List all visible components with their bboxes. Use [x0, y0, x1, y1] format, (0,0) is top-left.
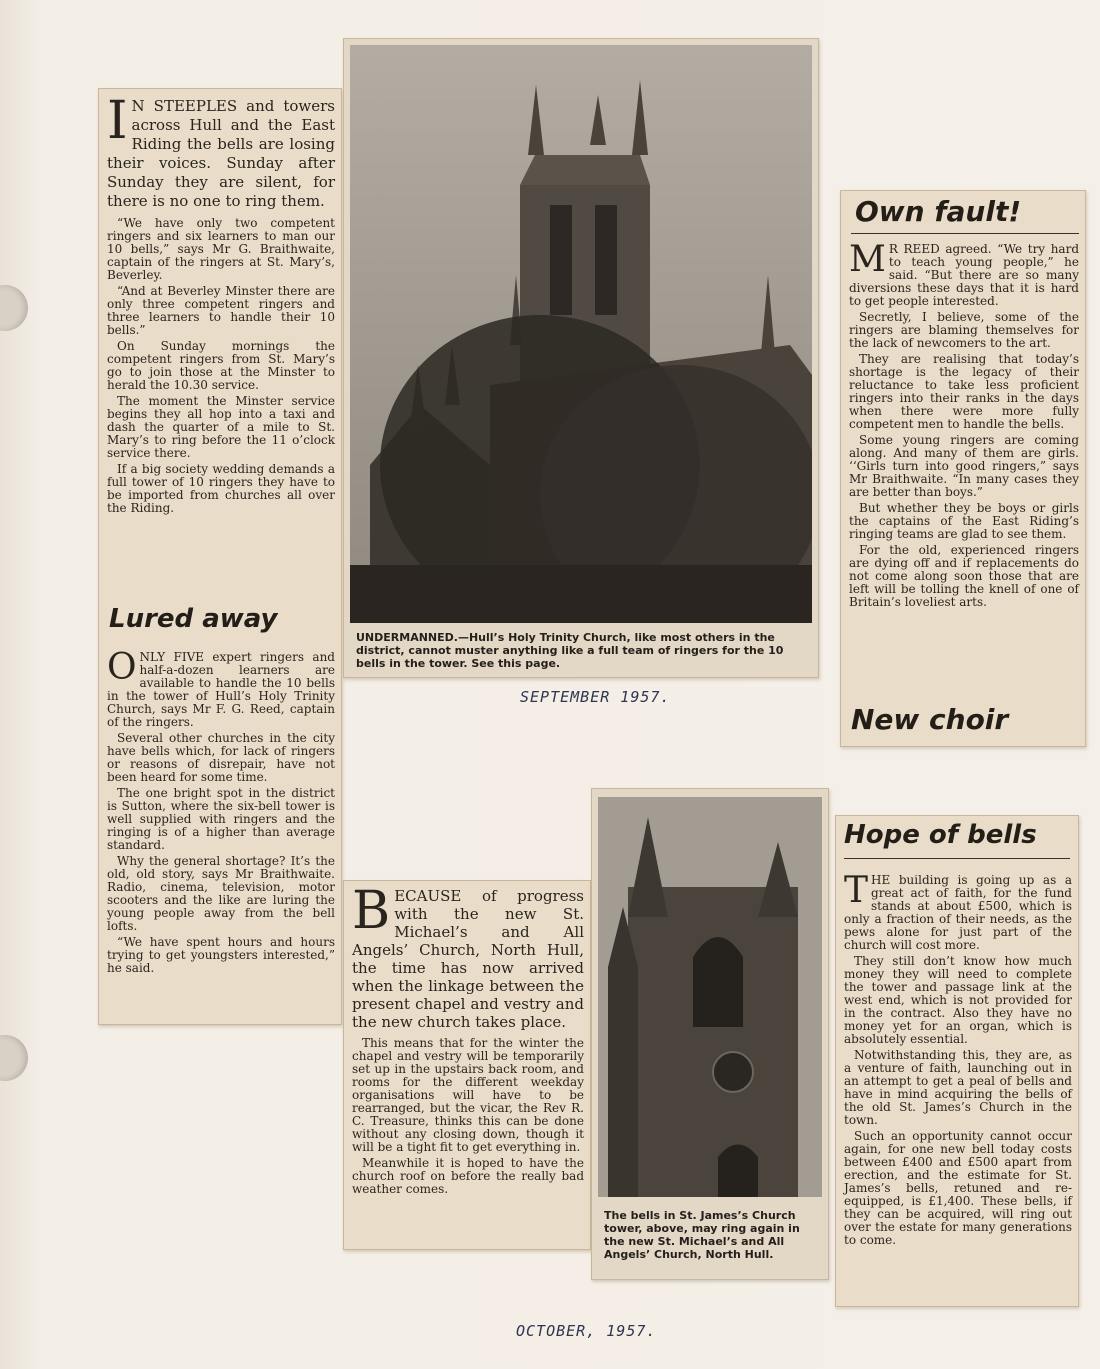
- lead-paragraph: T HE building is going up as a great act of faith, for the fund stands at about £500, which is only a fraction of their needs, as the pews alone for just part of the church will cost more.: [844, 870, 1072, 952]
- paragraph: If a big society wedding demands a full tower of 10 ringers they have to be imported from churches all over the Riding.: [107, 462, 335, 515]
- holy-trinity-photo: [350, 45, 812, 623]
- paragraph: Several other churches in the city have bells which, for lack of ringers or reasons of disrepair, have not been heard for some time.: [107, 731, 335, 784]
- paragraph: The moment the Minster service begins they all hop into a taxi and dash the quarter of a mile to St. Mary’s to ring before the 11 o’clock service there.: [107, 394, 335, 460]
- rule: [844, 858, 1070, 859]
- paragraph: On Sunday mornings the competent ringers from St. Mary’s go to join those at the Minster to herald the 10.30 service.: [107, 339, 335, 392]
- lead-paragraph: B ECAUSE of progress with the new St. Michael’s and All Angels’ Church, North Hull, the time has now arrived when the linkage between the present chapel and vestry and the new church takes place.: [352, 881, 584, 1031]
- paragraph: Some young ringers are coming along. And many of them are girls. ‘‘Girls turn into good ringers,” says Mr Braithwaite. “In many cases they are better than boys.”: [849, 433, 1079, 499]
- paragraph: This means that for the winter the chapel and vestry will be temporarily set up in the upstairs back room, and rooms for the different weekday organisations will have to be rearranged, but the vicar, the Rev R. C. Treasure, thinks this can be done without any closing down, though it will be a tight fit to get everything in.: [352, 1036, 584, 1154]
- paragraph: But whether they be boys or girls the captains of the East Riding’s ringing teams are glad to see them.: [849, 501, 1079, 541]
- clipping-hope-of-bells: [835, 815, 1079, 1307]
- paragraph: Meanwhile it is hoped to have the church roof on before the really bad weather comes.: [352, 1156, 584, 1196]
- drop-cap: T: [844, 870, 869, 911]
- headline-hope-of-bells: Hope of bells: [844, 820, 1037, 850]
- paragraph: They are realising that today’s shortage is the legacy of their reluctance to take less proficient ringers into their ranks in the days when there were more fully competent men to handle the bells.: [849, 352, 1079, 431]
- paragraph: Such an opportunity cannot occur again, for one new bell today costs between £400 and £500 apart from erection, and the estimate for St. James’s bells, retuned and re-equipped, is £1,400. These bells, if they can be acquired, will ring out over the estate for many generations to come.: [844, 1129, 1072, 1247]
- headline-own-fault: Own fault!: [855, 195, 1022, 228]
- paragraph: They still don’t know how much money they will need to complete the tower and passage link at the west end, which is not provided for in the contract. Also they have no money yet for an organ, which is absolutely essential.: [844, 954, 1072, 1046]
- paragraph: “We have only two competent ringers and six learners to man our 10 bells,” says Mr G. Braithwaite, captain of the ringers at St. Mary’s, Beverley.: [107, 216, 335, 282]
- clipping-own-fault: [840, 190, 1086, 747]
- date-note-september: SEPTEMBER 1957.: [520, 688, 671, 706]
- drop-cap: M: [849, 239, 886, 280]
- photo-caption: UNDERMANNED.—Hull’s Holy Trinity Church, like most others in the district, cannot muster anything like a full team of ringers for the 10 bells in the tower. See this page.: [356, 631, 784, 670]
- paragraph: Notwithstanding this, they are, as a venture of faith, launching out in an attempt to get a peal of bells and have in mind acquiring the bells of the old St. James’s Church in the town.: [844, 1048, 1072, 1127]
- st-james-photo: [598, 797, 822, 1197]
- paragraph: “And at Beverley Minster there are only three competent ringers and three learners to handle their 10 bells.”: [107, 284, 335, 337]
- paragraph: The one bright spot in the district is Sutton, where the six-bell tower is well supplied with ringers and the ringing is of a higher than average standard.: [107, 786, 335, 852]
- lured-lead: O NLY FIVE expert ringers and half-a-dozen learners are available to handle the 10 bells in the tower of Hull’s Holy Trinity Church, says Mr F. G. Reed, captain of the ringers.: [107, 647, 335, 729]
- drop-cap: I: [107, 91, 128, 151]
- rule: [851, 233, 1079, 234]
- lead-paragraph: M R REED agreed. “We try hard to teach young people,” he said. “But there are so many diversions these days that it is hard to get people interested.: [849, 239, 1079, 308]
- paragraph: For the old, experienced ringers are dying off and if replacements do not come along soon those that are left will be tolling the knell of one of Britain’s loveliest arts.: [849, 543, 1079, 609]
- paragraph: “We have spent hours and hours trying to get youngsters interested,” he said.: [107, 935, 335, 975]
- clipping-st-james-photo: [591, 788, 829, 1280]
- headline-new-choir: New choir: [851, 703, 1009, 736]
- drop-cap: O: [107, 647, 137, 688]
- paragraph: Secretly, I believe, some of the ringers are blaming themselves for the lack of newcomers to the art.: [849, 310, 1079, 350]
- drop-cap: B: [352, 881, 391, 941]
- church-tower-image: [350, 45, 812, 623]
- subhead-lured-away: Lured away: [109, 604, 278, 634]
- date-note-october: OCTOBER, 1957.: [516, 1322, 657, 1340]
- photo-caption: The bells in St. James’s Church tower, above, may ring again in the new St. Michael’s and All Angels’ Church, North Hull.: [604, 1209, 800, 1261]
- clipping-bells-article: [98, 88, 342, 1025]
- paragraph: Why the general shortage? It’s the old, old story, says Mr Braithwaite. Radio, cinema, television, motor scooters and the like are luring the young people away from the bell lofts.: [107, 854, 335, 933]
- clipping-trinity-photo: [343, 38, 819, 678]
- clipping-progress: [343, 880, 591, 1250]
- church-tower-image: [598, 797, 822, 1197]
- lead-paragraph: I N STEEPLES and towers across Hull and the East Riding the bells are losing their voices. Sunday after Sunday they are silent, for there is no one to ring them.: [107, 91, 335, 210]
